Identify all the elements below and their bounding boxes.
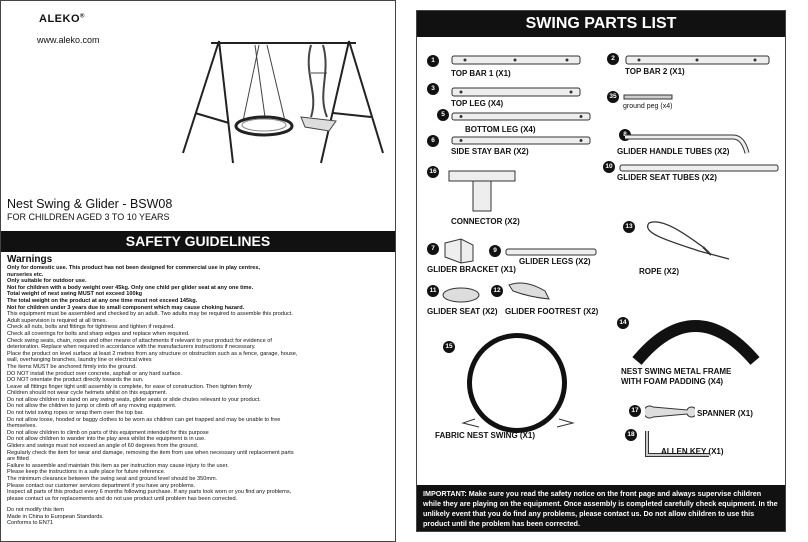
rope-illustration xyxy=(639,213,739,265)
part-label: GLIDER HANDLE TUBES (X2) xyxy=(617,147,730,156)
warning-line: Check all coverings for bolts and sharp edges and replace when required. xyxy=(7,330,190,337)
part-label: ground peg (x4) xyxy=(623,103,673,110)
part-label: GLIDER LEGS (X2) xyxy=(519,257,591,266)
warning-line: DO NOT orientate the product directly towards the sun. xyxy=(7,377,144,384)
top-bar-2-illustration xyxy=(625,53,770,67)
part-number-badge: 15 xyxy=(443,341,455,353)
warning-line: please contact us for replacements and do not use product until problem has been corrected. xyxy=(7,495,238,502)
part-number-badge: 5 xyxy=(437,109,449,121)
part-label: ALLEN KEY (X1) xyxy=(661,447,724,456)
parts-list-page xyxy=(416,10,786,532)
warning-line: Do not allow children to wander into the play area whilst the equipment is in use. xyxy=(7,436,206,443)
part-number-badge: 6 xyxy=(427,135,439,147)
warning-line: Adult supervision is required at all times. xyxy=(7,317,108,324)
warning-line: Do not twist swing ropes or wrap them over the top bar. xyxy=(7,410,144,417)
important-notice: IMPORTANT: Make sure you read the safety notice on the front page and always supervise children while they are playing on the equipment. Once assembly is completed carefully check equipment. In the unlikely event that you do find any problems, please contact us. Do not allow children to use this product until the problem has been corrected. xyxy=(417,485,785,531)
warning-line: The items MUST be anchored firmly into the ground. xyxy=(7,363,137,370)
part-number-badge: 18 xyxy=(625,429,637,441)
warning-line: Inspect all parts of this product every 6 months following purchase. If any parts look worn or you find any problems, xyxy=(7,489,292,496)
top-leg-illustration xyxy=(451,85,581,99)
glider-seat-illustration xyxy=(439,283,483,305)
warning-line: Not for children under 3 years due to small component which may cause choking hazard. xyxy=(7,304,245,311)
part-label: SPANNER (X1) xyxy=(697,409,753,418)
side-stay-bar-illustration xyxy=(451,135,591,147)
warning-line: nurseries etc. xyxy=(7,271,44,278)
part-label: FABRIC NEST SWING (X1) xyxy=(435,431,536,440)
glider-bracket-illustration xyxy=(441,237,477,265)
footer-line: Do not modify this item xyxy=(7,507,64,513)
part-number-badge: 8 xyxy=(619,129,631,141)
part-number-badge: 16 xyxy=(427,166,439,178)
website-url[interactable]: www.aleko.com xyxy=(37,35,100,45)
warning-line: Not for children with a body weight over 45kg. Only one child per glider seat at any one time. xyxy=(7,284,254,291)
warning-line: Only for domestic use. This product has not been designed for commercial use in play centres, xyxy=(7,265,261,271)
part-label: TOP BAR 1 (X1) xyxy=(451,69,511,78)
warning-line: Total weight of nest swing MUST not exceed 100kg xyxy=(7,291,143,298)
safety-guidelines-header: SAFETY GUIDELINES xyxy=(1,231,395,252)
product-title: Nest Swing & Glider - BSW08 xyxy=(7,197,173,211)
warning-line: Do not allow children to stand on any swing seats, glider seats or slide chutes relevant to your product. xyxy=(7,396,261,403)
warnings-heading: Warnings xyxy=(7,254,53,265)
part-number-badge: 3 xyxy=(427,83,439,95)
warning-line: deterioration. Replace when required in accordance with the manufacturers instructions if necessary. xyxy=(7,344,256,351)
part-number-badge: 12 xyxy=(491,285,503,297)
part-number-badge: 10 xyxy=(603,161,615,173)
warning-line: Check all nuts, bolts and fittings for tightness and tighten if required. xyxy=(7,324,175,331)
spanner-illustration xyxy=(645,405,695,419)
warning-line: Please keep the instructions in a safe place for future reference. xyxy=(7,469,166,476)
warning-line: The total weight on the product at any one time must not exceed 145kg. xyxy=(7,297,198,304)
brand-logo: ALEKO® xyxy=(39,13,85,25)
warning-line: Failure to assemble and maintain this item as per instruction may cause injury to the user. xyxy=(7,462,229,469)
part-number-badge: 1 xyxy=(427,55,439,67)
cover-page xyxy=(0,0,396,542)
warning-line: Only suitable for outdoor use. xyxy=(7,278,87,285)
swing-parts-list-header: SWING PARTS LIST xyxy=(417,11,785,37)
glider-footrest-illustration xyxy=(505,277,555,303)
part-label: TOP BAR 2 (X1) xyxy=(625,67,685,76)
warning-line: Children should not wear cycle helmets whilst on this equipment. xyxy=(7,390,168,397)
part-label: GLIDER SEAT TUBES (X2) xyxy=(617,173,717,182)
glider-legs-illustration xyxy=(505,247,597,257)
ground-peg-illustration xyxy=(623,93,673,101)
warnings-list xyxy=(7,265,393,502)
part-number-badge: 9 xyxy=(489,245,501,257)
warning-line: themselves. xyxy=(7,423,37,430)
top-bar-1-illustration xyxy=(451,53,581,67)
footer-line: Made in China to European Standards. xyxy=(7,513,104,520)
warning-line: Gliders and swings must not exceed an angle of 60 degrees from the ground. xyxy=(7,443,199,450)
product-subtitle: FOR CHILDREN AGED 3 TO 10 YEARS xyxy=(7,212,170,222)
part-label: GLIDER FOOTREST (X2) xyxy=(505,307,599,316)
warning-line: The minimum clearance between the swing seat and ground level should be 350mm. xyxy=(7,476,218,482)
part-label: SIDE STAY BAR (X2) xyxy=(451,147,529,156)
nest-swing-frame-illustration xyxy=(631,307,761,367)
part-number-badge: 17 xyxy=(629,405,641,417)
part-number-badge: 7 xyxy=(427,243,439,255)
footer-notes xyxy=(7,507,104,527)
warning-line: Check swing seats, chain, ropes and other means of attachments if relevant to your product for evidence of xyxy=(7,337,272,344)
connector-illustration xyxy=(447,169,517,213)
part-label: TOP LEG (X4) xyxy=(451,99,504,108)
warning-line: Please contact our customer services department if you have any problems. xyxy=(7,482,196,489)
glider-seat-tube-illustration xyxy=(619,163,779,173)
warning-line: Do not allow the children to jump or climb off any moving equipment. xyxy=(7,403,177,410)
fabric-nest-swing-illustration xyxy=(457,331,579,435)
swing-set-illustration xyxy=(171,13,391,183)
part-number-badge: 13 xyxy=(623,221,635,233)
warning-line: Place the product on level surface at least 2 metres from any structure or obstruction such as a fence, garage, house, xyxy=(7,350,298,357)
part-label: NEST SWING METAL FRAME xyxy=(621,367,732,376)
warning-line: Do not allow loose, hooded or baggy clothes to be worn as children can get trapped and may be unable to free xyxy=(7,416,281,423)
part-label: ROPE (X2) xyxy=(639,267,680,276)
part-number-badge: 2 xyxy=(607,53,619,65)
warning-line: Regularly check the item for wear and damage, removing the item from use when necessary until replacement parts xyxy=(7,449,294,456)
part-number-badge: 14 xyxy=(617,317,629,329)
part-number-badge: 35 xyxy=(607,91,619,103)
part-label: BOTTOM LEG (X4) xyxy=(465,125,536,134)
bottom-leg-illustration xyxy=(451,111,591,123)
warning-line: wall, overhanging branches, laundry line or electrical wires xyxy=(7,357,152,364)
warning-line: This equipment must be assembled and checked by an adult. Two adults may be required to assemble this product. xyxy=(7,311,293,318)
part-label: GLIDER BRACKET (X1) xyxy=(427,265,516,274)
warning-line: Leave all fittings finger tight until assembly is complete, for ease of construction. Then tighten firmly xyxy=(7,383,252,390)
warning-line: DO NOT install the product over concrete, asphalt or any hard surface. xyxy=(7,370,182,377)
part-label: GLIDER SEAT (X2) xyxy=(427,307,498,316)
footer-line: Conforms to EN71 xyxy=(7,520,54,527)
part-label: WITH FOAM PADDING (X4) xyxy=(621,377,724,386)
part-label: CONNECTOR (X2) xyxy=(451,217,520,226)
part-number-badge: 11 xyxy=(427,285,439,297)
warning-line: are fitted xyxy=(7,456,29,463)
warning-line: Do not allow children to climb on parts of this equipment intended for this purpose xyxy=(7,429,209,436)
